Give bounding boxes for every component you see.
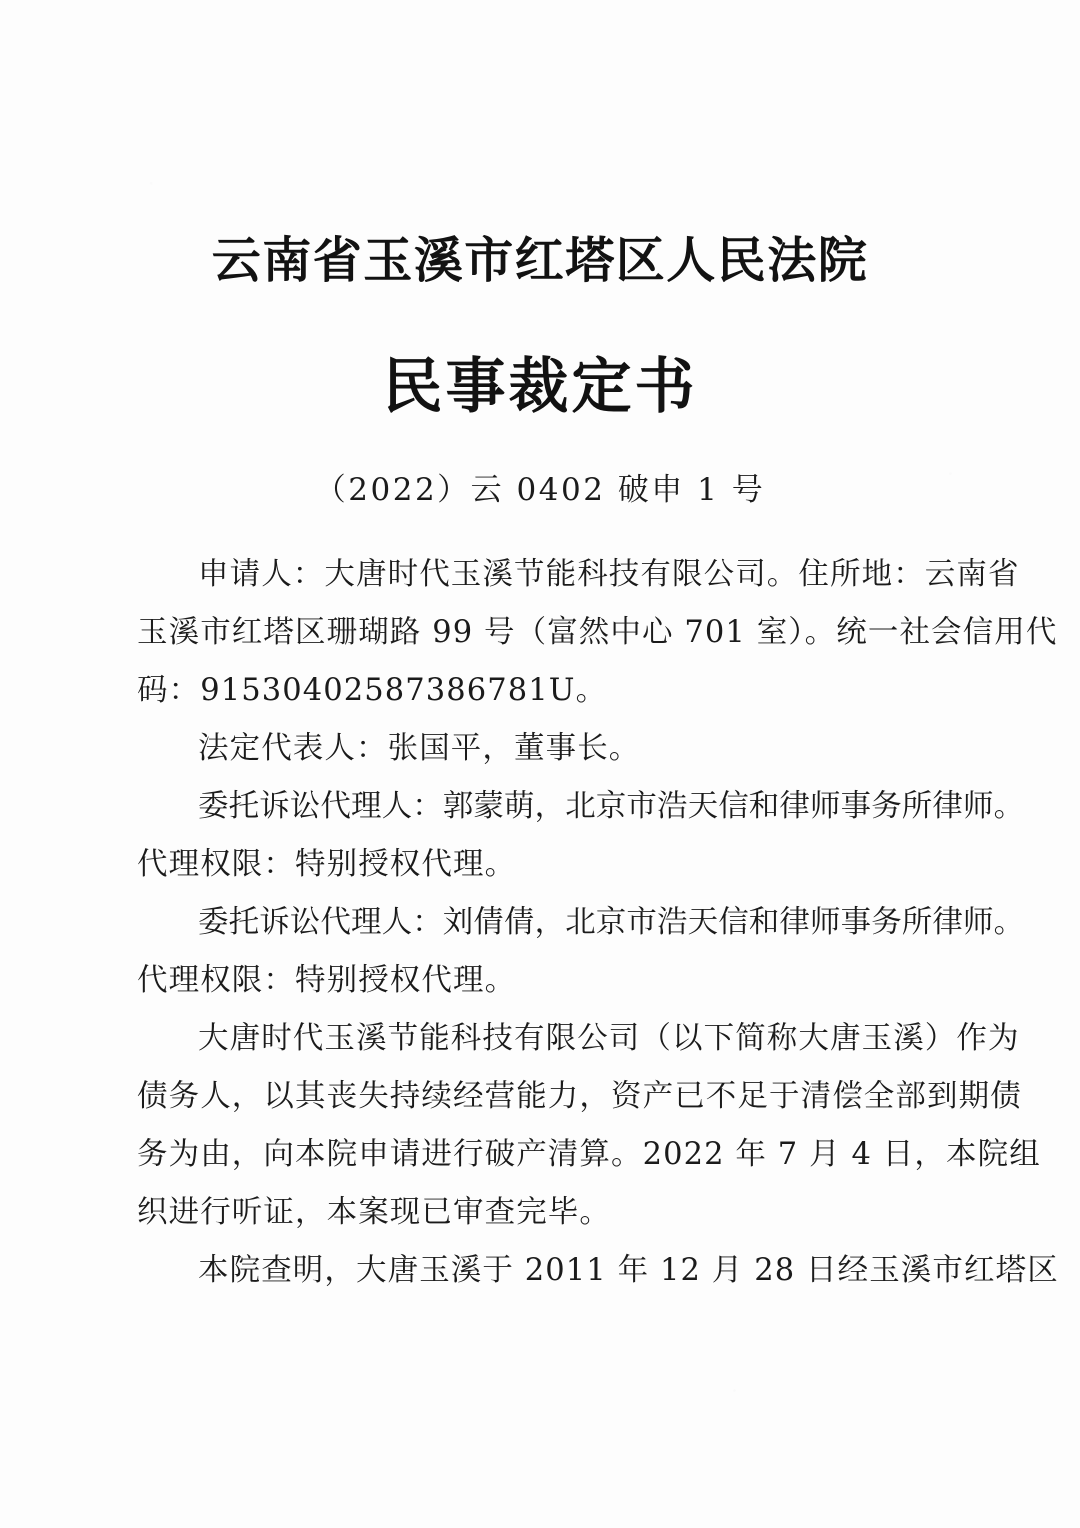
body-line: 务为由，向本院申请进行破产清算。2022 年 7 月 4 日，本院组 — [137, 1137, 1041, 1172]
body-line: 债务人，以其丧失持续经营能力，资产已不足于清偿全部到期债 — [137, 1079, 1022, 1114]
body-line: 大唐时代玉溪节能科技有限公司（以下简称大唐玉溪）作为 — [198, 1021, 1020, 1056]
body-line: 码：91530402587386781U。 — [137, 673, 608, 708]
body-line: 代理权限：特别授权代理。 — [137, 847, 517, 882]
body-line: 代理权限：特别授权代理。 — [137, 963, 517, 998]
document-type-heading: 民事裁定书 — [382, 352, 698, 422]
case-number: （2022）云 0402 破申 1 号 — [314, 472, 766, 508]
body-line: 委托诉讼代理人：刘倩倩，北京市浩天信和律师事务所律师。 — [198, 905, 1025, 940]
body-line: 玉溪市红塔区珊瑚路 99 号（富然中心 701 室）。统一社会信用代 — [137, 615, 1058, 650]
body-line: 法定代表人：张国平，董事长。 — [198, 731, 641, 766]
document-body — [137, 546, 1059, 1300]
body-line: 申请人：大唐时代玉溪节能科技有限公司。住所地：云南省 — [198, 557, 1020, 592]
body-line: 织进行听证，本案现已审查完毕。 — [137, 1195, 611, 1230]
body-line: 本院查明，大唐玉溪于 2011 年 12 月 28 日经玉溪市红塔区 — [198, 1253, 1059, 1288]
body-line: 委托诉讼代理人：郭蒙萌，北京市浩天信和律师事务所律师。 — [198, 789, 1025, 824]
court-name-heading: 云南省玉溪市红塔区人民法院 — [211, 231, 869, 289]
